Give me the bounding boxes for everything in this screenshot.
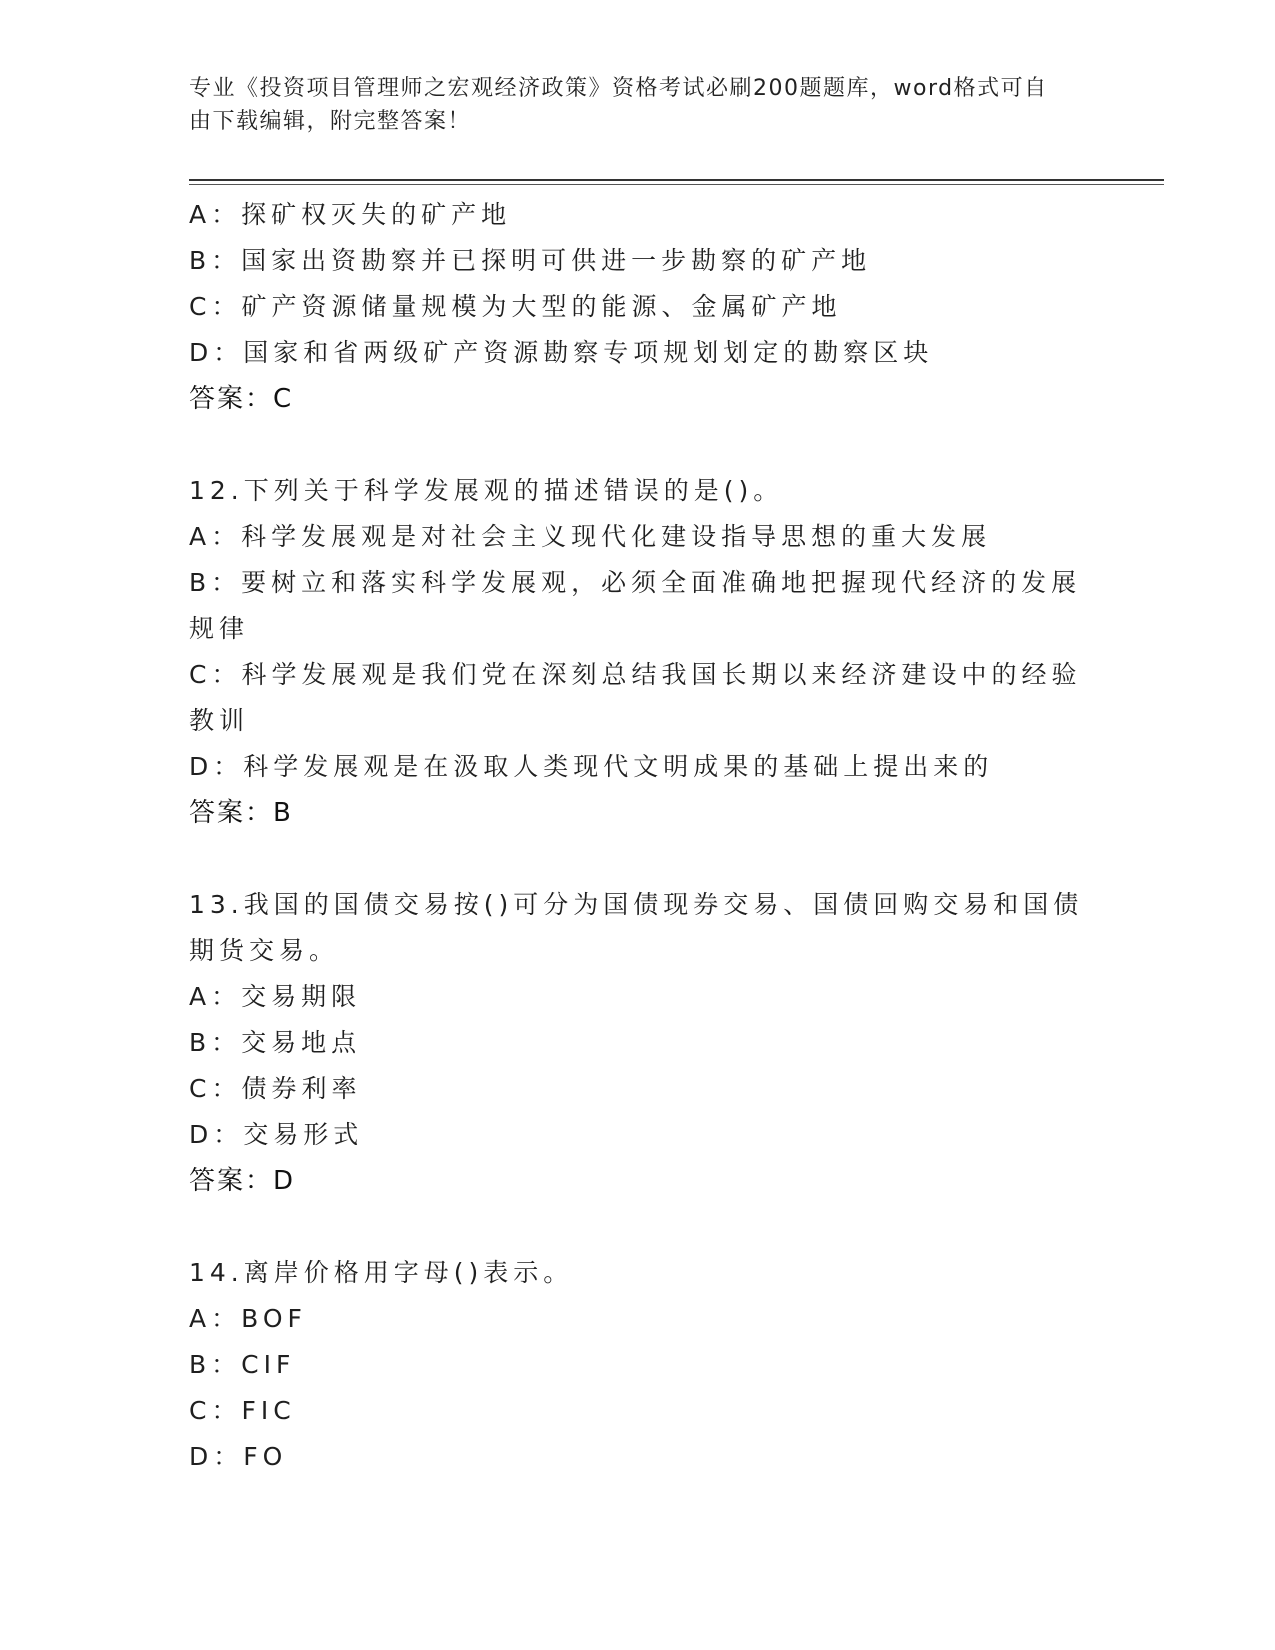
question-text: 12.下列关于科学发展观的描述错误的是()。 — [189, 476, 784, 505]
option-c: C：科学发展观是我们党在深刻总结我国长期以来经济建设中的经验教训 — [189, 660, 1082, 735]
option-a: A：交易期限 — [189, 982, 362, 1011]
spacer — [189, 836, 1089, 882]
option-b: B：交易地点 — [189, 1028, 362, 1057]
question-14 — [189, 1250, 1089, 1480]
answer: 答案：D — [189, 1166, 296, 1196]
option-c: C：债券利率 — [189, 1074, 362, 1103]
question-12 — [189, 468, 1089, 836]
question-11 — [189, 192, 1089, 422]
option-d: D：科学发展观是在汲取人类现代文明成果的基础上提出来的 — [189, 752, 994, 781]
option-d: D：交易形式 — [189, 1120, 364, 1149]
question-text: 14.离岸价格用字母()表示。 — [189, 1258, 574, 1287]
option-b: B：CIF — [189, 1350, 296, 1379]
spacer — [189, 1204, 1089, 1250]
option-d: D：国家和省两级矿产资源勘察专项规划划定的勘察区块 — [189, 338, 934, 367]
option-c: C：FIC — [189, 1396, 296, 1425]
header-rule-thick — [189, 179, 1164, 181]
answer: 答案：C — [189, 384, 294, 414]
document-header: 专业《投资项目管理师之宏观经济政策》资格考试必刷200题题库，word格式可自由下载编辑，附完整答案！ — [189, 76, 1048, 134]
question-13 — [189, 882, 1089, 1204]
option-b: B：要树立和落实科学发展观，必须全面准确地把握现代经济的发展规律 — [189, 568, 1082, 643]
option-d: D：FO — [189, 1442, 288, 1471]
spacer — [189, 422, 1089, 468]
option-b: B：国家出资勘察并已探明可供进一步勘察的矿产地 — [189, 246, 872, 275]
question-text: 13.我国的国债交易按()可分为国债现券交易、国债回购交易和国债期货交易。 — [189, 890, 1084, 965]
option-a: A：探矿权灭失的矿产地 — [189, 200, 512, 229]
option-a: A：科学发展观是对社会主义现代化建设指导思想的重大发展 — [189, 522, 992, 551]
option-a: A：BOF — [189, 1304, 307, 1333]
answer: 答案：B — [189, 798, 293, 828]
option-c: C：矿产资源储量规模为大型的能源、金属矿产地 — [189, 292, 842, 321]
header-rule-thin — [189, 184, 1164, 185]
question-list — [189, 192, 1089, 1480]
